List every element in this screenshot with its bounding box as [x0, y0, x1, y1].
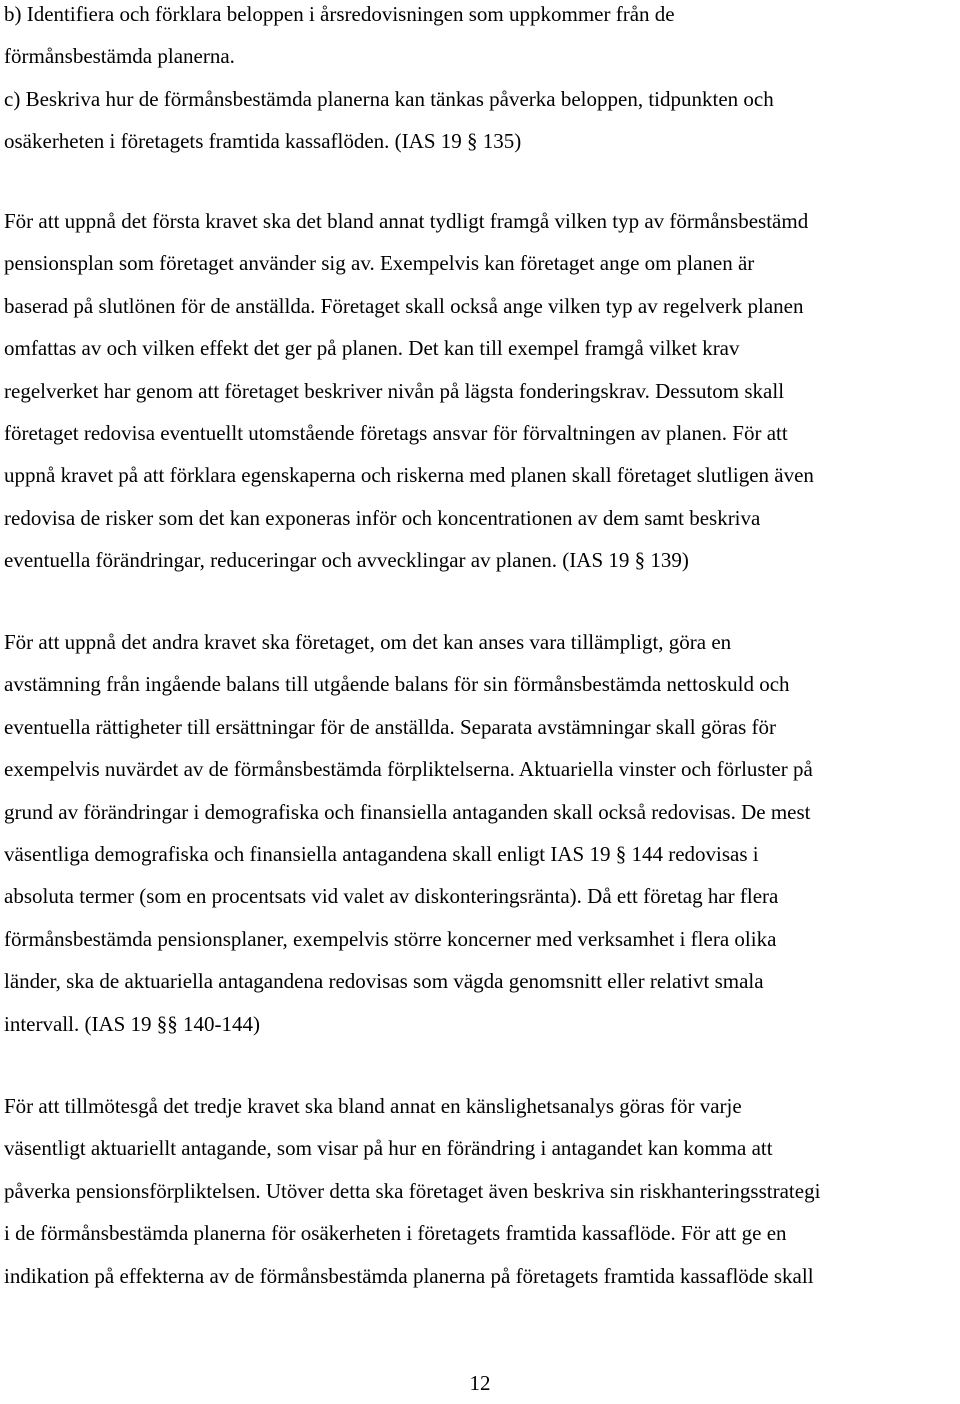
text-line: regelverket har genom att företaget beskriver nivån på lägsta fonderingskrav. Dessutom skall: [4, 378, 785, 403]
text-line: företaget redovisa eventuellt utomstående företags ansvar för förvaltningen av planen. För att: [4, 420, 788, 445]
text-line: För att uppnå det första kravet ska det bland annat tydligt framgå vilken typ av förmånsbestämd: [4, 209, 809, 233]
text-line: exempelvis nuvärdet av de förmånsbestämda förpliktelserna. Aktuariella vinster och förluster på: [4, 757, 813, 782]
text-line: eventuella rättigheter till ersättningar för de anställda. Separata avstämningar skall göras för: [4, 714, 777, 739]
text-line: pensionsplan som företaget använder sig av. Exempelvis kan företaget ange om planen är: [4, 251, 755, 276]
text-line: omfattas av och vilken effekt det ger på planen. Det kan till exempel framgå vilket krav: [4, 336, 740, 361]
text-line: osäkerheten i företagets framtida kassaflöden. (IAS 19 § 135): [4, 129, 522, 154]
text-line: indikation på effekterna av de förmånsbestämda planerna på företagets framtida kassaflöde skall: [4, 1263, 814, 1288]
text-line: länder, ska de aktuariella antagandena redovisas som vägda genomsnitt eller relativt smala: [4, 969, 764, 994]
text-line: c) Beskriva hur de förmånsbestämda planerna kan tänkas påverka beloppen, tidpunkten och: [4, 86, 774, 111]
text-line: grund av förändringar i demografiska och finansiella antaganden skall också redovisas. De mest: [4, 799, 811, 824]
text-line: avstämning från ingående balans till utgående balans för sin förmånsbestämda nettoskuld och: [4, 672, 790, 697]
text-line: redovisa de risker som det kan exponeras inför och koncentrationen av dem samt beskriva: [4, 505, 761, 530]
text-line: förmånsbestämda planerna.: [4, 44, 235, 69]
text-line: baserad på slutlönen för de anställda. Företaget skall också ange vilken typ av regelverk planen: [4, 293, 804, 318]
text-line: i de förmånsbestämda planerna för osäkerheten i företagets framtida kassaflöde. För att ge en: [4, 1221, 787, 1246]
text-line: eventuella förändringar, reduceringar och avvecklingar av planen. (IAS 19 § 139): [4, 548, 689, 573]
text-line: b) Identifiera och förklara beloppen i årsredovisningen som uppkommer från de: [4, 2, 675, 26]
text-line: För att tillmötesgå det tredje kravet ska bland annat en känslighetsanalys göras för varje: [4, 1094, 742, 1118]
paragraph-second-requirement: [4, 621, 956, 1045]
paragraph-third-requirement: [4, 1085, 956, 1297]
text-line: väsentliga demografiska och finansiella antagandena skall enligt IAS 19 § 144 redovisas i: [4, 841, 759, 866]
text-line: väsentligt aktuariellt antagande, som visar på hur en förändring i antagandet kan komma att: [4, 1136, 773, 1161]
text-line: absoluta termer (som en procentsats vid valet av diskonteringsränta). Då ett företag har flera: [4, 884, 779, 909]
text-line: påverka pensionsförpliktelsen. Utöver detta ska företaget även beskriva sin riskhanteringsstrategi: [4, 1178, 821, 1203]
text-line: förmånsbestämda pensionsplaner, exempelvis större koncerner med verksamhet i flera olika: [4, 926, 777, 951]
text-line: uppnå kravet på att förklara egenskaperna och riskerna med planen skall företaget slutligen även: [4, 463, 814, 488]
page-number: 12: [469, 1371, 491, 1395]
intro-list: [4, 0, 956, 163]
text-line: För att uppnå det andra kravet ska företaget, om det kan anses vara tillämpligt, göra en: [4, 630, 732, 654]
paragraph-first-requirement: [4, 200, 956, 582]
text-line: intervall. (IAS 19 §§ 140-144): [4, 1011, 261, 1036]
